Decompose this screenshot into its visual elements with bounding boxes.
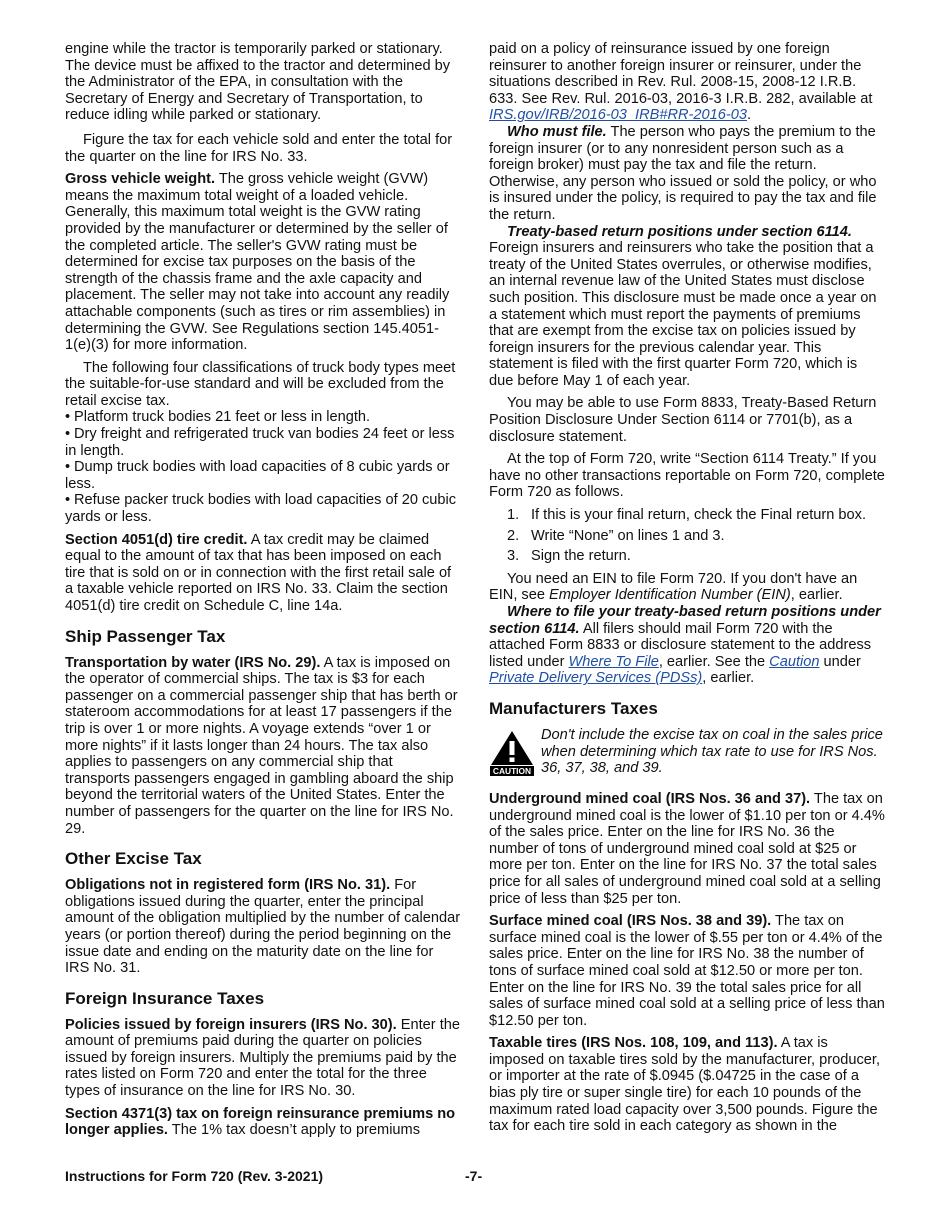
- step-number: 3.: [507, 548, 520, 565]
- taxable-tires-text: A tax is imposed on taxable tires sold by the manufacturer, producer, or importer at the rate of $.0945 ($.04725 in the case of a bias ply tire or super single tire) for each 10 pounds of the maximum rated load capacity over 3,500 pounds. Figure the tax for each tire sold in each category as shown in the: [489, 1035, 881, 1135]
- where-to-file-link[interactable]: Where To File: [568, 653, 659, 670]
- paragraph-treaty: [489, 224, 885, 390]
- pds-link[interactable]: Private Delivery Services (PDSs): [489, 670, 703, 687]
- bullet-item: [65, 409, 461, 426]
- steps-list: [489, 507, 885, 565]
- ein-reference: Employer Identification Number (EIN): [549, 587, 791, 604]
- ein-text: You need an EIN to file Form 720. If you don't have an EIN, see: [489, 570, 858, 604]
- paragraph-underground-coal: [489, 791, 885, 907]
- page-footer: [65, 1168, 885, 1185]
- page-number: -7-: [465, 1168, 483, 1184]
- who-must-file-text: The person who pays the premium to the foreign insurer (or to any nonresident person such as a foreign broker) must pay the tax and file the return. Otherwise, any person who issued or sold the policy, or who is insured under the policy, is required to pay the tax and file the return.: [489, 123, 877, 223]
- taxable-tires-heading: Taxable tires (IRS Nos. 108, 109, and 113).: [489, 1035, 778, 1052]
- bullet-text: Refuse packer truck bodies with load capacities of 20 cubic yards or less.: [65, 492, 457, 526]
- bullet-item: [65, 426, 461, 459]
- bullet-icon: •: [65, 492, 71, 509]
- left-column: [65, 41, 461, 1145]
- where-text: under: [819, 653, 861, 670]
- tire-credit-text: A tax credit may be claimed equal to the amount of tax that has been imposed on each tire that is sold on or in connection with the first retail sale of a taxable vehicle reported on IRS No. 33. Claim the section 4051(d) tire credit on Schedule C, line 14a.: [65, 531, 452, 614]
- paragraph-where-to-file: [489, 604, 885, 687]
- reinsurance-heading: Section 4371(3) tax on foreign reinsurance premiums no longer applies.: [65, 1105, 456, 1139]
- caution-label: CAUTION: [492, 765, 532, 776]
- paragraph-taxable-tires: [489, 1035, 885, 1135]
- reinsurance-text: The 1% tax doesn’t apply to premiums: [168, 1122, 421, 1139]
- caution-link[interactable]: Caution: [769, 653, 820, 670]
- step-number: 1.: [507, 507, 520, 524]
- underground-coal-text: The tax on underground mined coal is the lower of $1.10 per ton or 4.4% of the sales price. Enter on the line for IRS No. 36 the number of tons of underground mined coal sold at $25 or more per ton. Enter on the line for IRS No. 37 the total sales price for all sales of underground mined coal sold at a selling price of less than $25 per ton.: [489, 790, 885, 907]
- where-text: , earlier. See the: [658, 653, 770, 670]
- step-number: 2.: [507, 527, 520, 544]
- paragraph-top-of-form: At the top of Form 720, write “Section 6114 Treaty.” If you have no other transactions reportable on Form 720, complete Form 720 as follows.: [489, 451, 885, 501]
- tire-credit-heading: Section 4051(d) tire credit.: [65, 531, 248, 548]
- who-must-file-heading: Who must file.: [507, 123, 607, 140]
- bullet-icon: •: [65, 459, 71, 476]
- paragraph-obligations: [65, 877, 461, 977]
- obligations-text: For obligations issued during the quarter, enter the principal amount of the obligation multiplied by the number of calendar years (or portion thereof) during the period beginning on the issue date and ending on the maturity date on the line for IRS No. 31.: [65, 877, 461, 977]
- paragraph-reinsurance-cont: [489, 41, 885, 124]
- heading-foreign-insurance-taxes: Foreign Insurance Taxes: [65, 988, 265, 1008]
- paragraph-gvw: [65, 171, 461, 354]
- underground-coal-heading: Underground mined coal (IRS Nos. 36 and 37).: [489, 790, 811, 807]
- caution-box: [489, 727, 885, 777]
- paragraph-reinsurance: [65, 1106, 461, 1139]
- surface-coal-text: The tax on surface mined coal is the lower of $.55 per ton or 4.4% of the sales price. Enter on the line for IRS No. 38 the number of tons of surface mined coal sold at $12.50 or more per ton. Enter on the line for IRS No. 39 the total sales price for all sales of surface mined coal sold at a selling price of less than $12.50 per ton.: [489, 913, 885, 1029]
- right-column: [489, 41, 885, 1141]
- list-item: [489, 507, 885, 524]
- paragraph-policies: [65, 1017, 461, 1100]
- heading-other-excise-tax: Other Excise Tax: [65, 849, 202, 869]
- heading-ship-passenger-tax: Ship Passenger Tax: [65, 626, 226, 646]
- gvw-text: The gross vehicle weight (GVW) means the maximum total weight of a loaded vehicle. Generally, this maximum total weight is the GVW rating provided by the manufacturer or determined by the seller of the completed article. The seller's GVW rating must be determined for excise tax purposes on the basis of the strength of the chassis frame and the axle capacity and placement. The seller may not take into account any readily attachable components (such as tires or rim assemblies) in determining the GVW. See Regulations section 145.4051-1(e)(3) for more information.: [65, 171, 450, 354]
- treaty-heading: Treaty-based return positions under section 6114.: [507, 223, 852, 240]
- paragraph-classifications: The following four classifications of truck body types meet the suitable-for-use standard and will be excluded from the retail excise tax.: [65, 359, 456, 409]
- caution-icon: [489, 729, 535, 777]
- ship-text: A tax is imposed on the operator of commercial ships. The tax is $3 for each passenger on a commercial passenger ship that has berth or stateroom accommodations for at least 17 passengers if the trip is over 1 or more nights. A voyage extends “over 1 or more nights” if it lasts longer than 24 hours. The tax also applies to passengers on any commercial ship that transports passengers engaged in gambling aboard the ship beyond the territorial waters of the United States. Enter the number of passengers for the quarter on the line for IRS No. 29.: [65, 654, 458, 837]
- bullet-text: Dump truck bodies with load capacities of 8 cubic yards or less.: [65, 459, 450, 492]
- ship-heading: Transportation by water (IRS No. 29).: [65, 654, 321, 671]
- heading-manufacturers-taxes: Manufacturers Taxes: [489, 698, 658, 718]
- paragraph-form-8833: You may be able to use Form 8833, Treaty-Based Return Position Disclosure Under Section 6114 or 7701(b), as a disclosure statement.: [489, 395, 877, 445]
- bullet-item: [65, 492, 461, 525]
- bullet-icon: •: [65, 426, 71, 443]
- paragraph-surface-coal: [489, 913, 885, 1029]
- gvw-heading: Gross vehicle weight.: [65, 171, 216, 188]
- paragraph-who-must-file: [489, 124, 885, 224]
- bullet-text: Platform truck bodies 21 feet or less in length.: [74, 409, 371, 426]
- reinsurance-cont-text: paid on a policy of reinsurance issued by one foreign reinsurer to another foreign insurer or reinsurer, under the situations described in Rev. Rul. 2008-15, 2008-12 I.R.B. 633. See Rev. Rul. 2016-03, 2016-3 I.R.B. 282, available at: [489, 41, 873, 107]
- list-item: [489, 548, 885, 565]
- bullet-item: [65, 459, 461, 492]
- irb-link[interactable]: IRS.gov/IRB/2016-03_IRB#RR-2016-03: [489, 107, 747, 124]
- step-text: Sign the return.: [531, 548, 631, 565]
- step-text: If this is your final return, check the Final return box.: [531, 507, 866, 524]
- list-item: [489, 528, 885, 545]
- surface-coal-heading: Surface mined coal (IRS Nos. 38 and 39).: [489, 913, 772, 930]
- where-text: , earlier.: [702, 670, 755, 687]
- paragraph-tractor: engine while the tractor is temporarily parked or stationary. The device must be affixed to the tractor and determined by the Administrator of the EPA, in consultation with the Secretary of Energy and Secretary of Transportation, to reduce idling while parked or stationary.: [65, 41, 451, 124]
- ein-text-end: , earlier.: [790, 587, 843, 604]
- bullet-text: Dry freight and refrigerated truck van bodies 24 feet or less in length.: [65, 426, 455, 459]
- paragraph-ein: [489, 571, 885, 604]
- step-text: Write “None” on lines 1 and 3.: [531, 527, 725, 544]
- obligations-heading: Obligations not in registered form (IRS No. 31).: [65, 877, 391, 894]
- paragraph-tire-credit: [65, 532, 461, 615]
- where-text: All filers should mail Form 720 with the attached Form 8833 or disclosure statement to the address listed under: [489, 620, 872, 670]
- policies-text: Enter the amount of premiums paid during the quarter on policies issued by foreign insurers. Multiply the premiums paid by the rates listed on Form 720 and enter the total for the three types of insurance on the line for IRS No. 30.: [65, 1016, 460, 1100]
- caution-text: Don't include the excise tax on coal in the sales price when determining which tax rate to use for IRS Nos. 36, 37, 38, and 39.: [541, 726, 883, 777]
- paragraph-figure-tax: Figure the tax for each vehicle sold and enter the total for the quarter on the line for IRS No. 33.: [65, 131, 453, 165]
- footer-title: Instructions for Form 720 (Rev. 3-2021): [65, 1168, 324, 1184]
- paragraph-ship: [65, 655, 461, 838]
- bullet-icon: •: [65, 409, 71, 426]
- policies-heading: Policies issued by foreign insurers (IRS No. 30).: [65, 1016, 397, 1033]
- treaty-text: Foreign insurers and reinsurers who take the position that a treaty of the United States overrules, or otherwise modifies, an internal revenue law of the United States must disclose such position. This disclosure must be made once a year on a statement which must report the payments of premiums that are exempt from the excise tax on policies issued by foreign insurers for the previous calendar year. This statement is filed with the first quarter Form 720, which is due before May 1 of each year.: [489, 240, 877, 389]
- period-text: .: [746, 107, 752, 124]
- where-to-file-heading: Where to file your treaty-based return positions under section 6114.: [489, 604, 881, 637]
